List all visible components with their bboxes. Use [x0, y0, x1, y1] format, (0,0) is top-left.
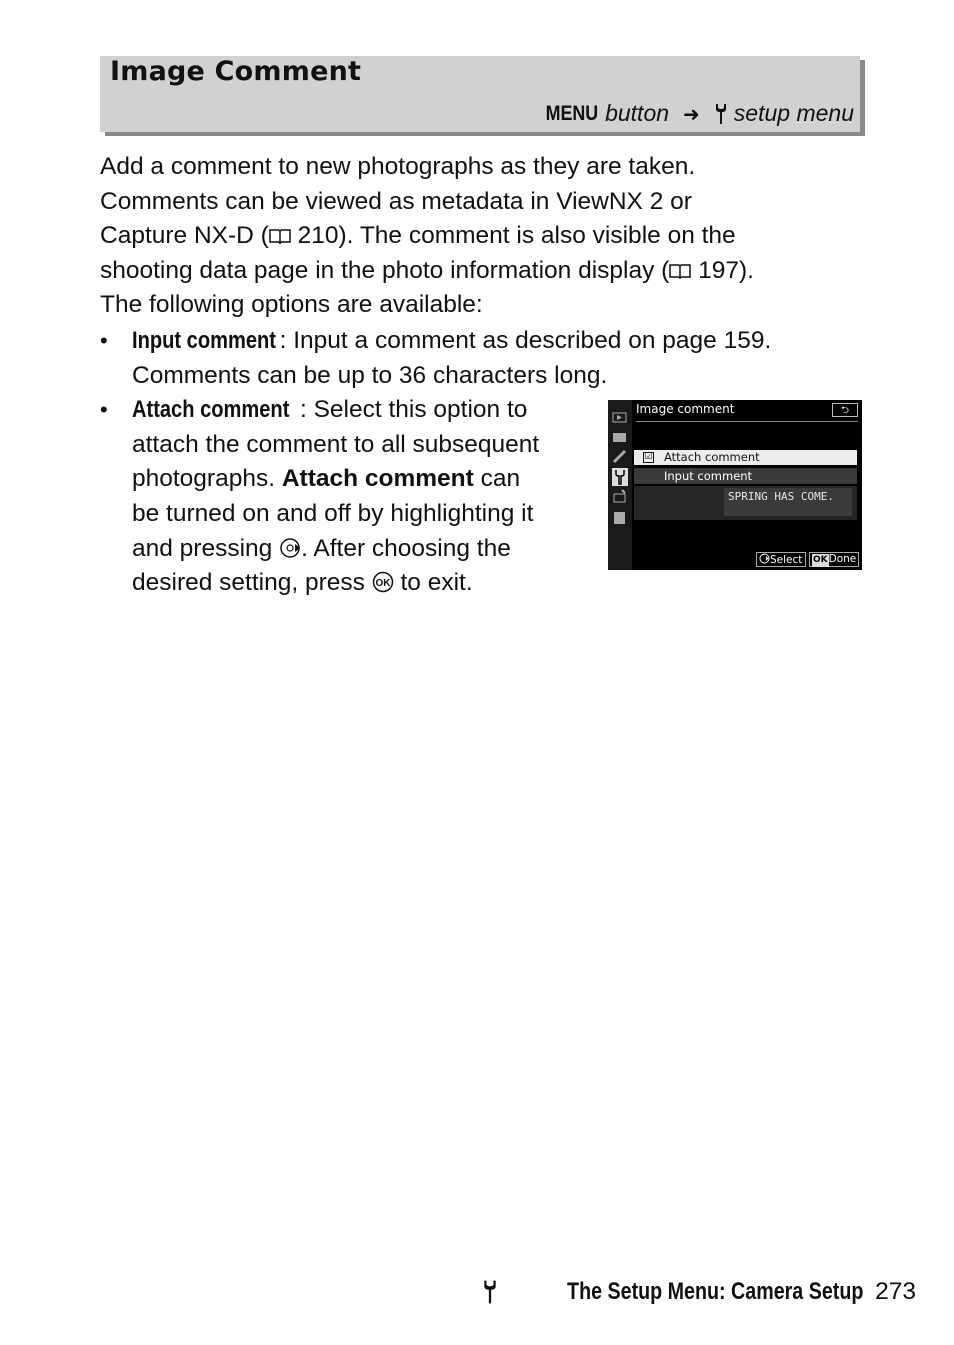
multi-selector-right-icon — [279, 537, 301, 559]
menu-button-label: MENU — [545, 101, 599, 125]
page-footer — [482, 1278, 916, 1306]
back-icon[interactable]: ⮌ — [832, 403, 858, 417]
select-label: Select — [770, 554, 803, 566]
option-desc: desired setting, press — [132, 569, 372, 597]
arrow-icon: ➜ — [683, 101, 700, 126]
menu-path — [541, 100, 854, 127]
bullet-icon: • — [100, 328, 108, 353]
list-item-cont: attach the comment to all subsequent — [132, 430, 540, 458]
done-hint — [809, 552, 859, 567]
menu-tabs — [608, 400, 632, 570]
bullet-icon: • — [100, 397, 108, 423]
list-item — [100, 324, 771, 359]
option-desc: to exit. — [393, 569, 473, 597]
intro-line — [100, 219, 860, 254]
option-term: Attach comment — [132, 396, 290, 424]
menu-item-label: Attach comment — [664, 450, 760, 464]
divider — [636, 421, 858, 422]
option-term: Input comment — [132, 327, 276, 354]
book-icon — [269, 228, 291, 244]
list-item-cont: Comments can be up to 36 characters long. — [132, 361, 608, 389]
menu-item-input-comment[interactable] — [634, 468, 857, 484]
comment-value: SPRING HAS COME. — [724, 488, 852, 516]
select-hint — [756, 552, 806, 567]
option-desc: : Select this option to — [299, 396, 528, 424]
intro-text: 210). The comment is also visible on the — [290, 222, 736, 250]
multi-selector-icon — [759, 553, 770, 564]
intro-text: shooting data page in the photo information display ( — [100, 256, 670, 284]
section-header — [100, 56, 860, 132]
intro-text: Capture NX-D ( — [100, 222, 269, 250]
option-desc: can — [473, 465, 521, 493]
intro-line: The following options are available: — [100, 291, 483, 319]
page-title: Image Comment — [110, 56, 362, 87]
list-item-cont: be turned on and off by highlighting it — [132, 499, 534, 527]
menu-item-label: Input comment — [664, 469, 753, 483]
intro-line: Comments can be viewed as metadata in ViewNX 2 or — [100, 187, 692, 215]
ok-icon: OK — [813, 555, 828, 565]
camera-screen — [608, 400, 862, 570]
section-name: The Setup Menu: Camera Setup — [566, 1278, 864, 1305]
intro-text: 197). — [691, 256, 754, 284]
page-number: 273 — [875, 1278, 916, 1305]
option-desc: : Input a comment as described on page 159. — [279, 327, 772, 354]
intro-line: Add a comment to new photographs as they are taken. — [100, 153, 696, 180]
menu-tab-icons — [608, 400, 632, 570]
svg-text:OK: OK — [375, 578, 391, 590]
menu-button-word: button — [605, 100, 670, 126]
wrench-icon — [482, 1278, 498, 1306]
comment-preview — [634, 486, 857, 520]
checkbox-checked-icon[interactable]: ☑ — [644, 452, 653, 462]
menu-item-attach-comment[interactable] — [634, 450, 857, 465]
option-desc: and pressing — [132, 534, 280, 562]
book-icon — [669, 263, 691, 279]
intro-paragraph — [100, 150, 860, 323]
option-desc: photographs. — [132, 465, 282, 493]
screen-title: Image comment — [636, 402, 735, 416]
done-label: Done — [828, 553, 857, 565]
intro-line — [100, 254, 860, 289]
wrench-icon — [714, 103, 728, 125]
option-desc: . After choosing the — [301, 534, 511, 562]
setup-menu-label: setup menu — [733, 100, 854, 126]
option-term-inline: Attach comment — [281, 465, 474, 493]
ok-button-icon — [372, 571, 394, 593]
list-item-cont — [100, 566, 771, 601]
